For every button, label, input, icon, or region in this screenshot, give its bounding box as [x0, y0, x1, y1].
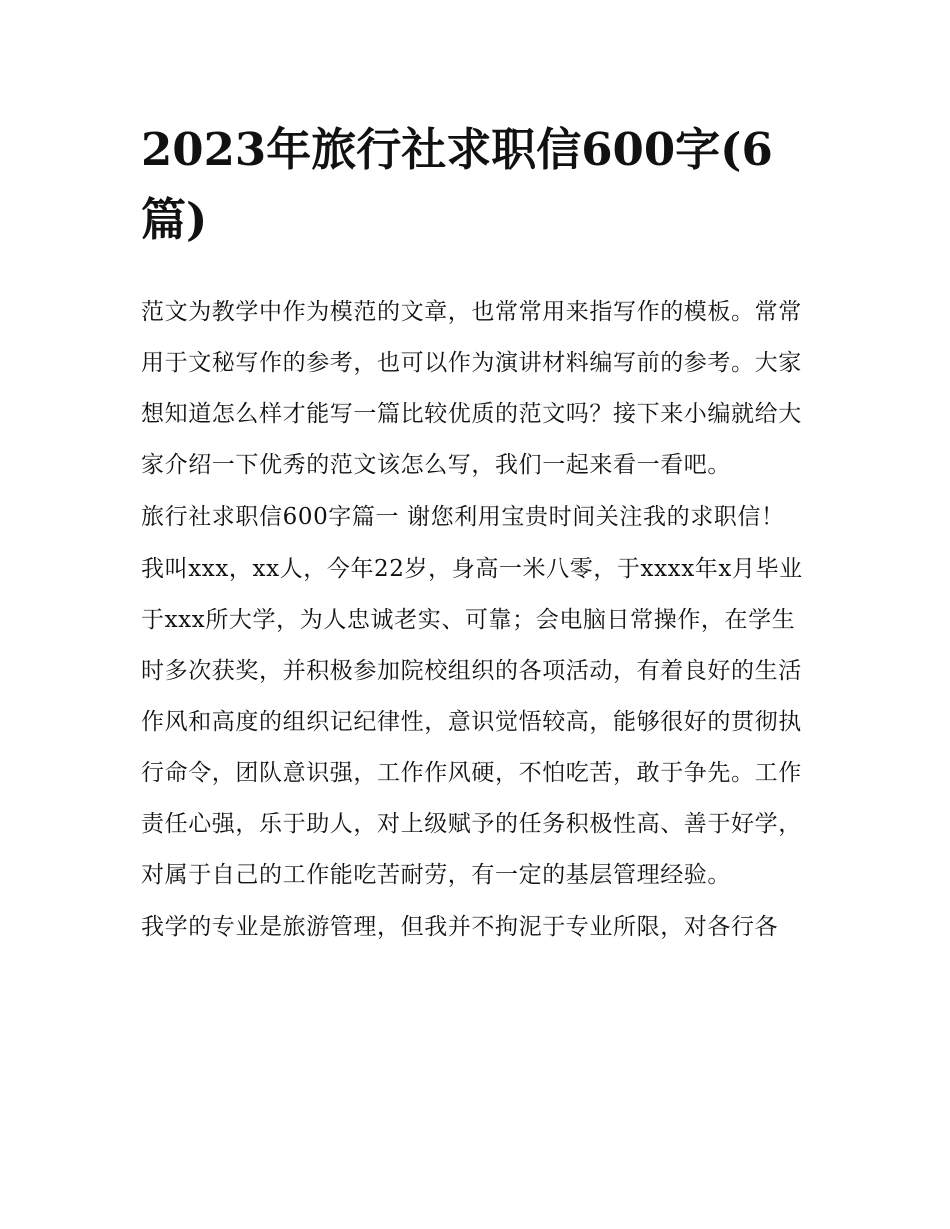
document-title: 2023年旅行社求职信600字(6篇) — [141, 123, 773, 246]
document-body — [141, 287, 813, 953]
paragraph-letter-heading: 旅行社求职信600字篇一 谢您利用宝贵时间关注我的求职信！ — [141, 504, 785, 530]
paragraph-intro: 范文为教学中作为模范的文章，也常常用来指写作的模板。常常用于文秘写作的参考，也可以作为演讲材料编写前的参考。大家想知道怎么样才能写一篇比较优质的范文吗？接下来小编就给大家介绍一下优秀的范文该怎么写，我们一起来看一看吧。 — [141, 299, 802, 478]
paragraph-self-introduction: 我叫xxx，xx人，今年22岁，身高一米八零，于xxxx年x月毕业于xxx所大学，为人忠诚老实、可靠；会电脑日常操作，在学生时多次获奖，并积极参加院校组织的各项活动，有着良好的生活作风和高度的组织记纪律性，意识觉悟较高，能够很好的贯彻执行命令，团队意识强，工作作风硬，不怕吃苦，敢于争先。工作责任心强，乐于助人，对上级赋予的任务积极性高、善于好学，对属于自己的工作能吃苦耐劳，有一定的基层管理经验。 — [141, 556, 803, 888]
document-page — [141, 115, 813, 954]
paragraph-major: 我学的专业是旅游管理，但我并不拘泥于专业所限，对各行各 — [141, 914, 779, 940]
